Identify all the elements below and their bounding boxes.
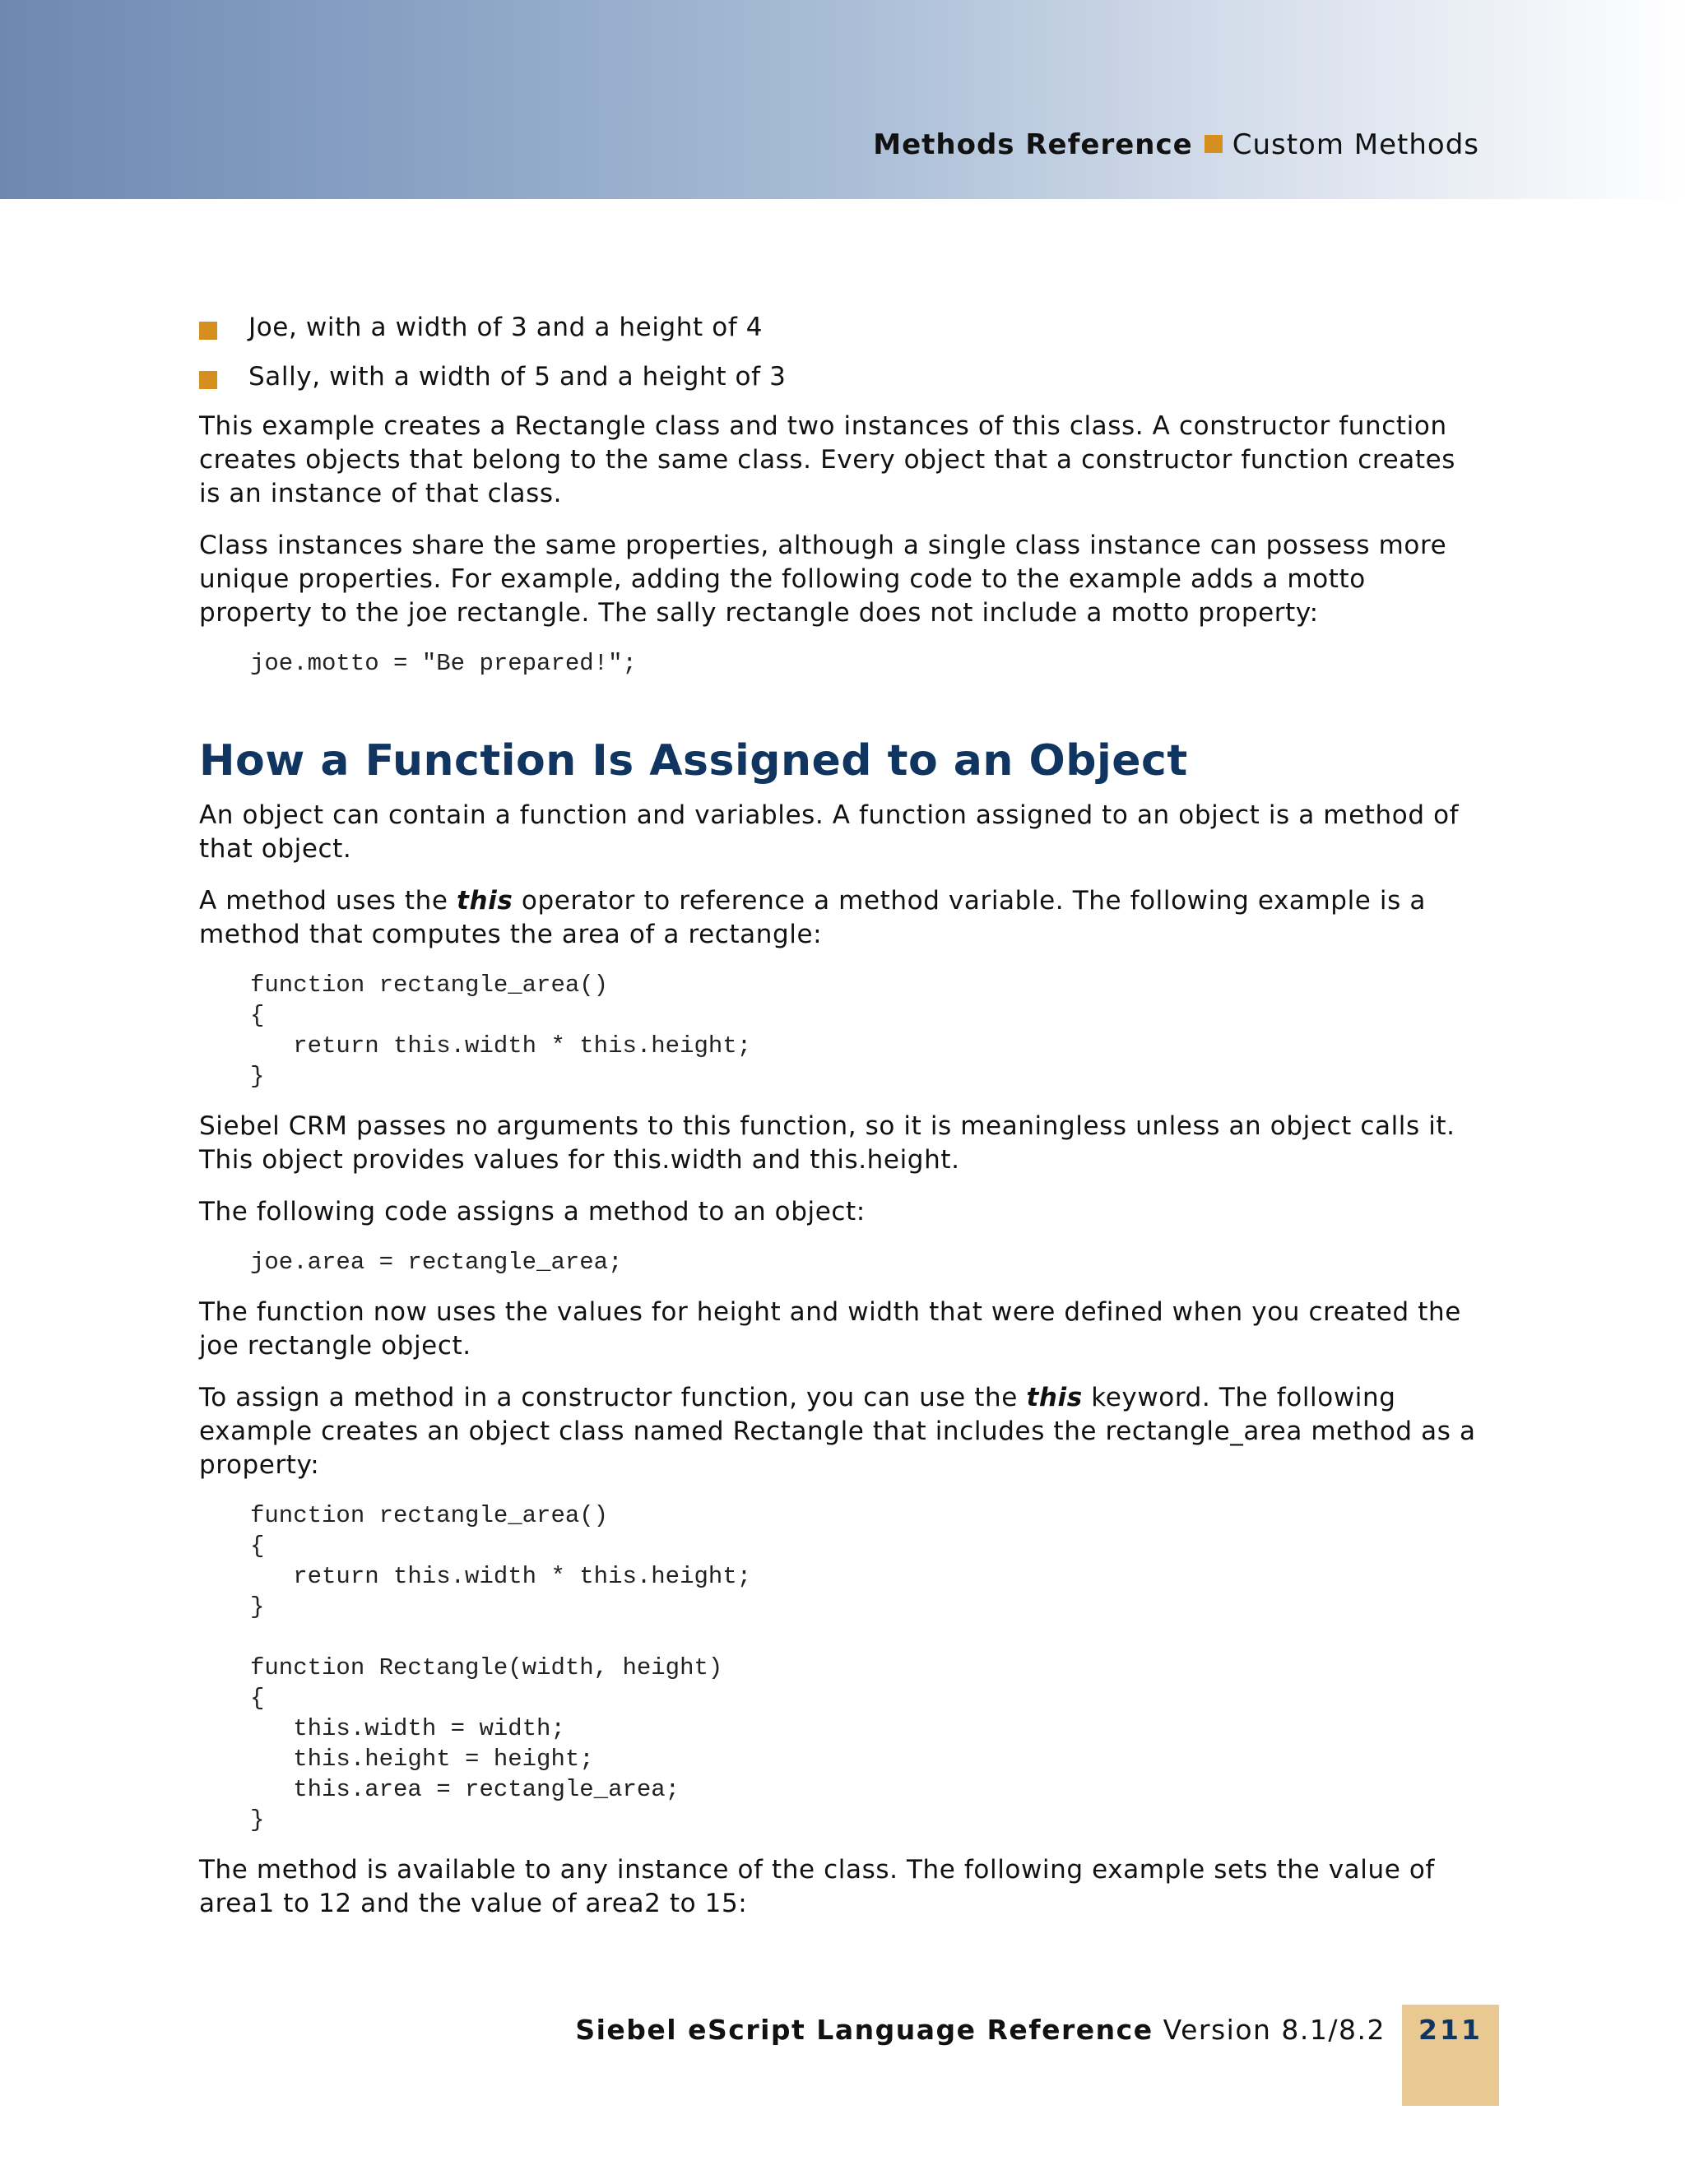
section-heading: How a Function Is Assigned to an Object: [199, 736, 1188, 786]
header-square-icon: [1205, 135, 1223, 153]
footer-version: Version 8.1/8.2: [1163, 2014, 1386, 2046]
list-item: [199, 311, 1483, 345]
bullet-text: Sally, with a width of 5 and a height of 3: [248, 362, 787, 392]
list-item: [199, 360, 1483, 394]
page-number-box: [1402, 2005, 1499, 2106]
page-number: 211: [1418, 2014, 1483, 2046]
paragraph: A method uses the this operator to reference a method variable. The following example is a method that computes the area of a rectangle:: [199, 886, 1426, 949]
keyword-this: this: [457, 886, 513, 916]
code-block: joe.motto = "Be prepared!";: [250, 650, 637, 677]
header-section: Methods Reference: [873, 128, 1193, 161]
paragraph: This example creates a Rectangle class and two instances of this class. A constructor function creates objects that belong to the same class. Every object that a constructor function creates is an instance of that class.: [199, 411, 1456, 508]
paragraph: An object can contain a function and variables. A function assigned to an object is a method of that object.: [199, 800, 1460, 864]
page-content: [199, 311, 1483, 1939]
paragraph: Siebel CRM passes no arguments to this function, so it is meaningless unless an object calls it. This object provides values for this.width and this.height.: [199, 1111, 1455, 1175]
code-block: function rectangle_area() { return this.width * this.height; } function Rectangle(width, height) { this.width = width; this.height = height; this.area = rectangle_area; }: [250, 1502, 752, 1834]
keyword-this: this: [1026, 1383, 1083, 1412]
paragraph: Class instances share the same properties, although a single class instance can possess more unique properties. For example, adding the following code to the example adds a motto property to the joe rectangle. The sally rectangle does not include a motto property:: [199, 531, 1447, 628]
footer-title: Siebel eScript Language Reference: [575, 2014, 1154, 2046]
header-subsection: Custom Methods: [1232, 128, 1479, 161]
code-block: joe.area = rectangle_area;: [250, 1249, 623, 1276]
bullet-square-icon: [199, 371, 217, 389]
paragraph: The following code assigns a method to an object:: [199, 1197, 866, 1226]
code-block: function rectangle_area() { return this.width * this.height; }: [250, 971, 752, 1090]
header-band: [0, 0, 1685, 199]
bullet-text: Joe, with a width of 3 and a height of 4: [248, 313, 764, 342]
paragraph: To assign a method in a constructor function, you can use the this keyword. The following example creates an object class named Rectangle that includes the rectangle_area method as a property:: [199, 1383, 1476, 1480]
bullet-list: [199, 311, 1483, 394]
bullet-square-icon: [199, 322, 217, 340]
paragraph: The function now uses the values for height and width that were defined when you created the joe rectangle object.: [199, 1297, 1461, 1361]
paragraph: The method is available to any instance of the class. The following example sets the value of area1 to 12 and the value of area2 to 15:: [199, 1855, 1435, 1918]
running-header: [873, 128, 1479, 161]
running-footer: [575, 2014, 1386, 2046]
